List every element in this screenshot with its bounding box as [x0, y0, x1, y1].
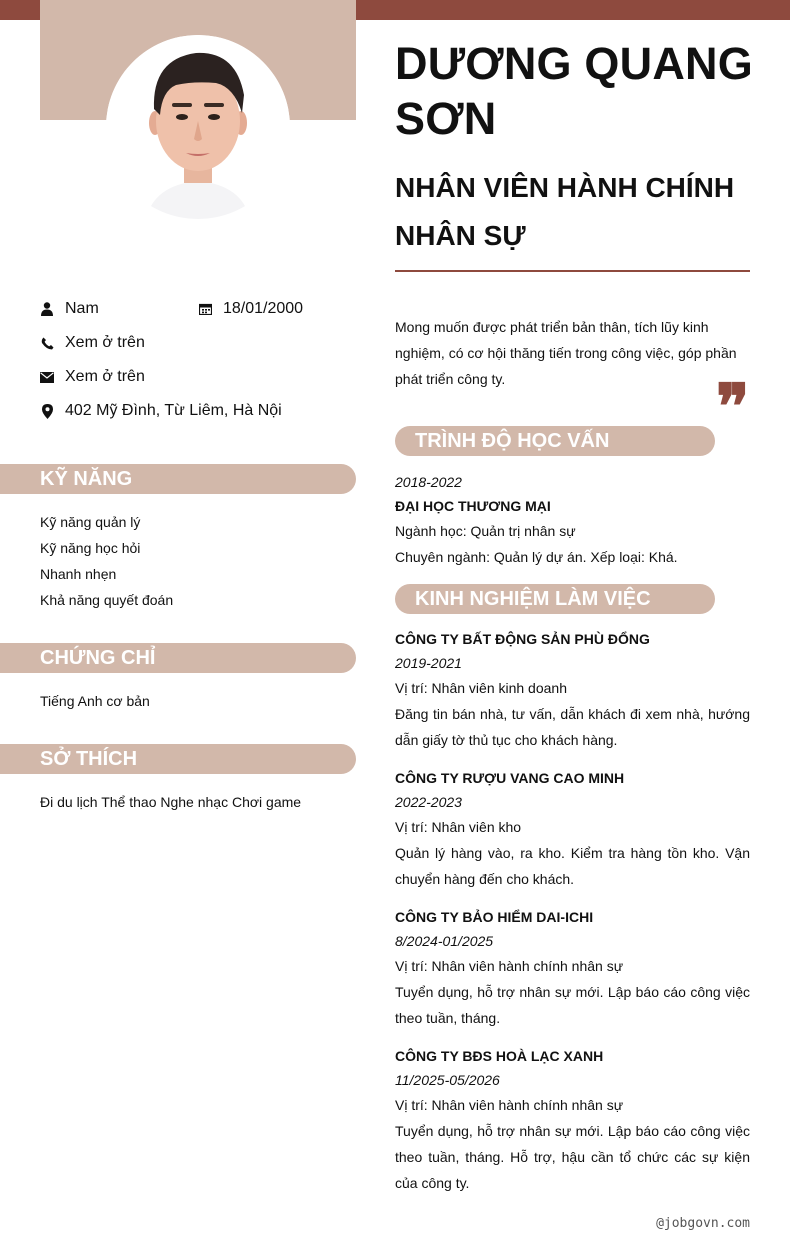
job-description: Tuyển dụng, hỗ trợ nhân sự mới. Lập báo cáo công việc theo tuần, tháng. Hỗ trợ, hậu cần tổ chức các sự kiện của công ty.	[395, 1123, 750, 1191]
certificates-heading: CHỨNG CHỈ	[40, 647, 156, 669]
contact-email	[40, 367, 145, 387]
birthday-value: 18/01/2000	[223, 300, 304, 317]
education-major: Ngành học: Quản trị nhân sự	[395, 523, 576, 539]
skills-heading-bar	[0, 464, 356, 494]
experience-heading: KINH NGHIỆM LÀM VIỆC	[415, 588, 651, 610]
skills-heading: KỸ NĂNG	[40, 468, 133, 490]
job-description: Quản lý hàng vào, ra kho. Kiểm tra hàng tồn kho. Vận chuyển hàng đến cho khách.	[395, 845, 750, 887]
calendar-icon	[198, 302, 212, 316]
candidate-name: DƯƠNG QUANG SƠN	[395, 38, 753, 144]
quote-icon: ❞	[716, 370, 750, 443]
phone-icon	[40, 336, 54, 350]
list-item: Nhanh nhẹn	[40, 566, 117, 582]
company-name: CÔNG TY RƯỢU VANG CAO MINH	[395, 770, 625, 786]
job-title: NHÂN VIÊN HÀNH CHÍNH NHÂN SỰ	[395, 172, 735, 251]
job-position: Vị trí: Nhân viên hành chính nhân sự	[395, 958, 624, 974]
person-icon	[40, 302, 54, 316]
education-entry	[395, 470, 750, 570]
envelope-icon	[40, 370, 54, 384]
phone-value: Xem ở trên	[65, 334, 145, 351]
education-period: 2018-2022	[395, 474, 462, 490]
education-heading-bar	[395, 426, 715, 456]
contact-birthday	[198, 299, 303, 319]
experience-entry	[395, 905, 750, 1031]
experience-heading-bar	[395, 584, 715, 614]
list-item: Kỹ năng học hỏi	[40, 540, 141, 556]
job-position: Vị trí: Nhân viên kinh doanh	[395, 680, 567, 696]
job-period: 8/2024-01/2025	[395, 933, 494, 949]
experience-entry	[395, 766, 750, 892]
contact-phone	[40, 333, 145, 353]
skills-list	[40, 509, 173, 613]
contact-address	[40, 401, 282, 421]
list-item: Kỹ năng quản lý	[40, 514, 141, 530]
job-period: 11/2025-05/2026	[395, 1072, 500, 1088]
hobbies-heading-bar	[0, 744, 356, 774]
job-period: 2022-2023	[395, 794, 462, 810]
education-specialization: Chuyên ngành: Quản lý dự án. Xếp loại: Khá.	[395, 549, 678, 565]
profile-photo	[106, 35, 290, 219]
company-name: CÔNG TY BĐS HOÀ LẠC XANH	[395, 1048, 604, 1064]
job-period: 2019-2021	[395, 655, 462, 671]
map-pin-icon	[40, 404, 54, 418]
company-name: CÔNG TY BẢO HIỂM DAI-ICHI	[395, 909, 594, 925]
job-description: Tuyển dụng, hỗ trợ nhân sự mới. Lập báo cáo công việc theo tuần, tháng.	[395, 984, 750, 1026]
title-divider	[395, 270, 750, 272]
experience-entry	[395, 627, 750, 753]
career-objective: Mong muốn được phát triển bản thân, tích lũy kinh nghiệm, có cơ hội thăng tiến trong công việc, góp phần phát triển công ty.	[395, 319, 737, 387]
hobbies-heading: SỞ THÍCH	[40, 748, 138, 770]
experience-entry	[395, 1044, 750, 1196]
contact-gender	[40, 299, 99, 319]
certificates-list	[40, 688, 150, 714]
hobbies-text: Đi du lịch Thể thao Nghe nhạc Chơi game	[40, 794, 302, 810]
address-value: 402 Mỹ Đình, Từ Liêm, Hà Nội	[65, 402, 282, 419]
site-watermark: @jobgovn.com	[656, 1216, 750, 1231]
education-heading: TRÌNH ĐỘ HỌC VẤN	[415, 430, 610, 452]
company-name: CÔNG TY BẤT ĐỘNG SẢN PHÙ ĐỔNG	[395, 631, 650, 647]
certificates-heading-bar	[0, 643, 356, 673]
job-position: Vị trí: Nhân viên hành chính nhân sự	[395, 1097, 624, 1113]
school-name: ĐẠI HỌC THƯƠNG MẠI	[395, 498, 551, 514]
job-position: Vị trí: Nhân viên kho	[395, 819, 522, 835]
email-value: Xem ở trên	[65, 368, 145, 385]
job-description: Đăng tin bán nhà, tư vấn, dẫn khách đi xem nhà, hướng dẫn giấy tờ thủ tục cho khách hàng.	[395, 706, 750, 748]
list-item: Tiếng Anh cơ bản	[40, 693, 150, 709]
list-item: Khả năng quyết đoán	[40, 592, 174, 608]
gender-value: Nam	[65, 300, 99, 317]
